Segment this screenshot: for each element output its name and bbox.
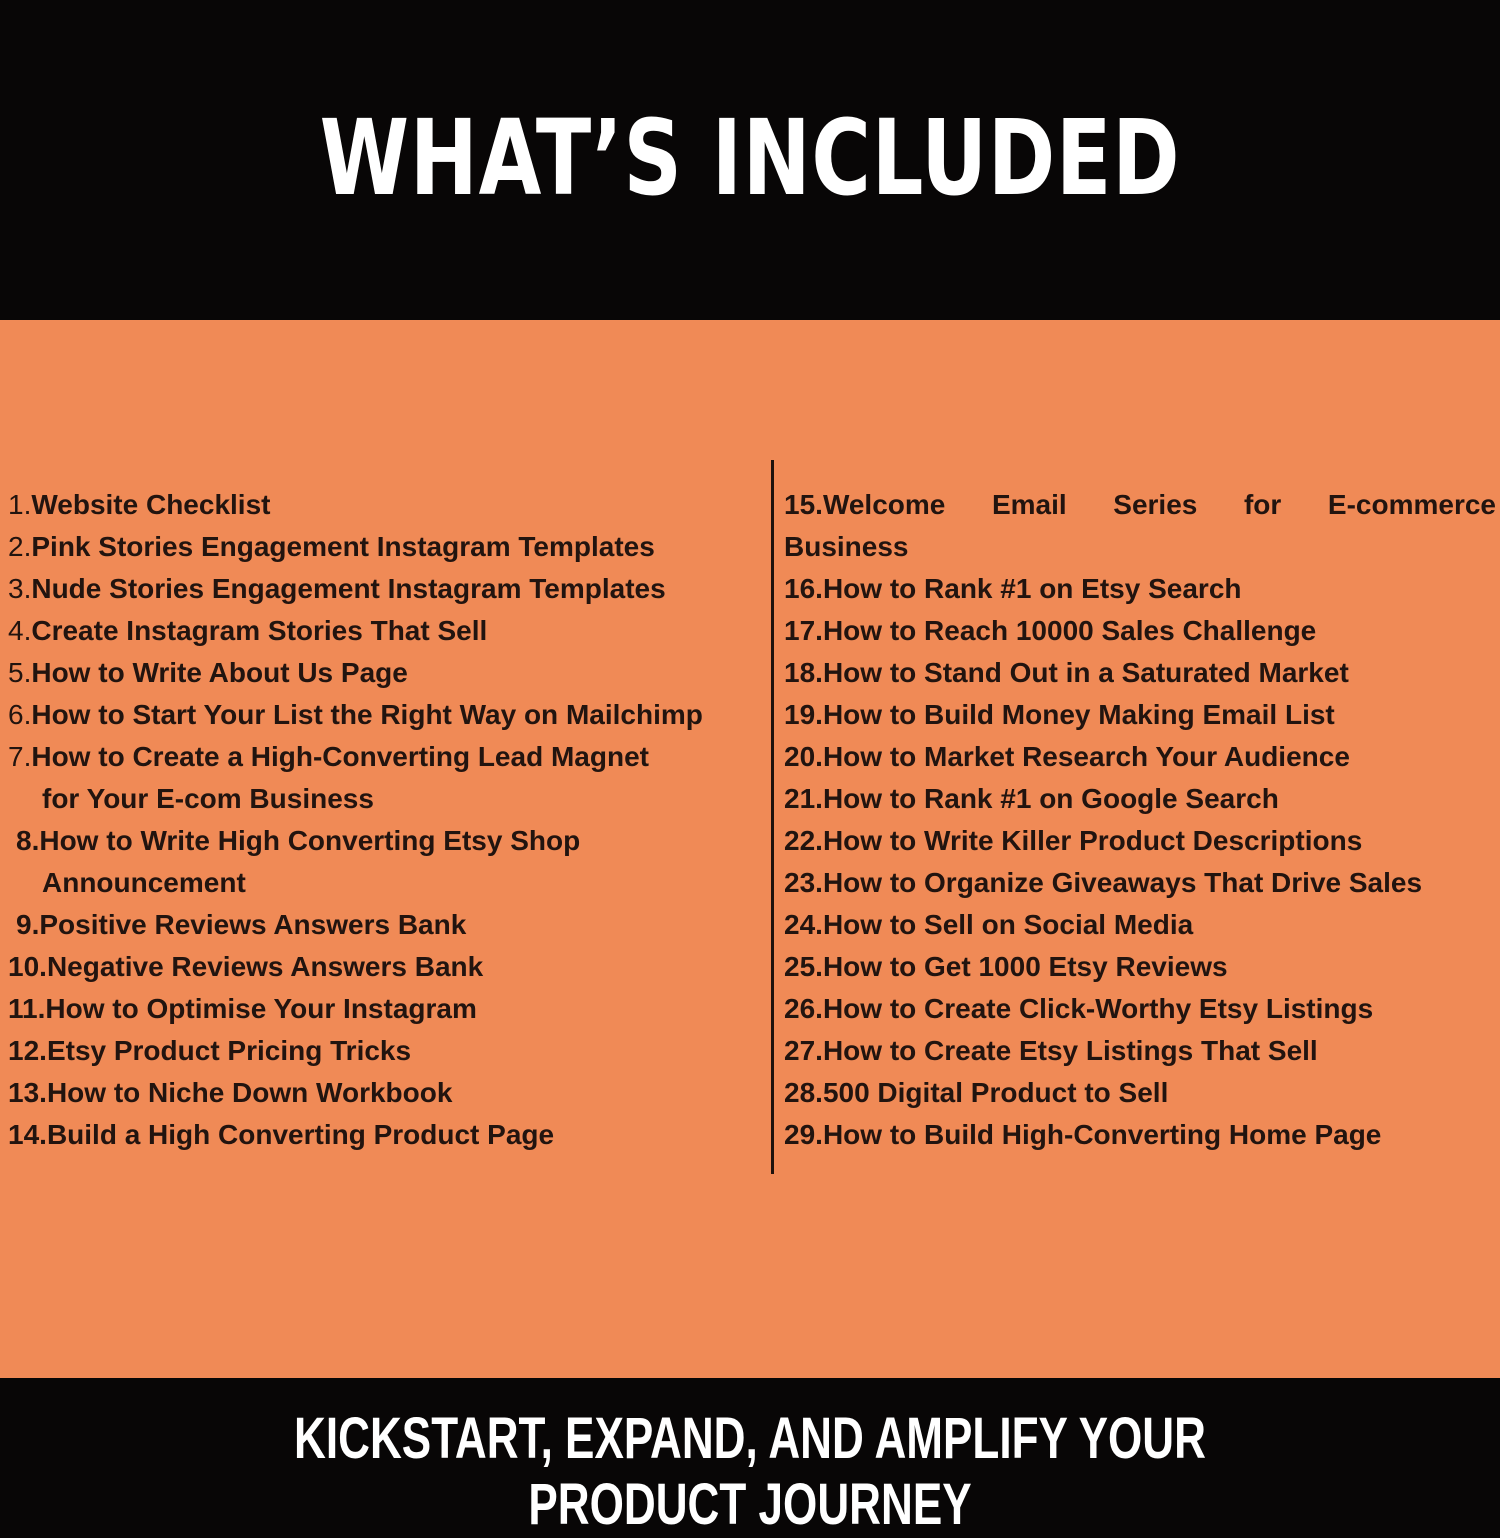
page-title: WHAT’S INCLUDED [319,97,1181,219]
list-item-text: How to Sell on Social Media [822,909,1194,940]
list-item [784,694,1335,736]
list-item [784,736,1350,778]
list-item-number: 2. [8,531,32,562]
list-item-text: How to Reach 10000 Sales Challenge [822,615,1317,646]
list-item [784,988,1373,1030]
list-item-text: Nude Stories Engagement Instagram Templates [31,573,666,604]
list-item-number: 4. [8,615,32,646]
list-item [8,568,666,610]
list-item-text: How to Build Money Making Email List [822,699,1335,730]
list-item-number: 24. [784,909,823,940]
list-item [784,778,1279,820]
list-item-text: 15.Welcome [784,489,946,520]
footer-tagline: KICKSTART, EXPAND, AND AMPLIFY YOUR PRODUCT JOURNEY [294,1406,1206,1537]
list-item [784,946,1228,988]
list-item [784,820,1362,862]
list-item-text: Website Checklist [31,489,271,520]
list-item [8,694,703,736]
list-item [16,904,466,946]
list-item-continuation: for Your E-com Business [42,783,374,814]
list-item-text: How to Rank #1 on Etsy Search [822,573,1242,604]
list-item [8,484,270,526]
list-item [8,1072,452,1114]
list-item-number: 1. [8,489,32,520]
list-item [8,988,477,1030]
list-item [8,1114,554,1156]
list-item [8,1030,411,1072]
list-item-number: 26. [784,993,823,1024]
list-item [16,820,580,862]
list-item [8,946,483,988]
list-item-number: 18. [784,657,823,688]
list-item [8,652,408,694]
list-item-text: How to Organize Giveaways That Drive Sales [822,867,1423,898]
list-item-number: 20. [784,741,823,772]
included-list-panel [0,320,1500,1378]
list-item-number: 17. [784,615,823,646]
list-item-text: How to Write About Us Page [31,657,408,688]
list-item-number: 16. [784,573,823,604]
list-item-number: 14. [8,1119,47,1150]
list-item-number: 10. [8,951,47,982]
list-item-text: How to Rank #1 on Google Search [822,783,1279,814]
list-item-text: How to Niche Down Workbook [46,1077,453,1108]
list-item-text: How to Write High Converting Etsy Shop [39,825,581,856]
list-item-number: 13. [8,1077,47,1108]
list-item-text: Positive Reviews Answers Bank [39,909,467,940]
list-item-text: How to Create a High-Converting Lead Magnet [31,741,649,772]
list-item-text: How to Stand Out in a Saturated Market [822,657,1349,688]
header-banner [0,0,1500,320]
list-item [784,568,1242,610]
list-item [784,1030,1318,1072]
list-item-number: 27. [784,1035,823,1066]
list-item-text: How to Write Killer Product Descriptions [822,825,1363,856]
list-item-number: 6. [8,699,32,730]
list-item [784,1114,1381,1156]
list-item [8,610,487,652]
list-item [784,1072,1168,1114]
list-item [784,610,1316,652]
list-item-number: 8. [16,825,40,856]
list-item-text: Negative Reviews Answers Bank [46,951,484,982]
list-item-number: 12. [8,1035,47,1066]
list-item-number: 23. [784,867,823,898]
list-item-continuation: Announcement [42,867,246,898]
list-item [8,526,655,568]
list-item-number: 5. [8,657,32,688]
list-item-text: How to Start Your List the Right Way on Mailchimp [31,699,703,730]
list-item-number: 7. [8,741,32,772]
list-item-text: Create Instagram Stories That Sell [31,615,488,646]
list-item-text: Etsy Product Pricing Tricks [46,1035,412,1066]
list-item-continuation: Business [784,531,909,562]
list-item-text: How to Build High-Converting Home Page [822,1119,1382,1150]
list-item-number: 29. [784,1119,823,1150]
list-item-number: 25. [784,951,823,982]
list-item-text: Build a High Converting Product Page [46,1119,555,1150]
list-item [784,652,1349,694]
list-item-number: 11. [8,993,46,1024]
footer-banner [0,1378,1500,1537]
list-item-text: How to Create Click-Worthy Etsy Listings [822,993,1374,1024]
list-item-number: 28. [784,1077,823,1108]
list-item-text: How to Market Research Your Audience [822,741,1350,772]
list-item-text: 500 Digital Product to Sell [822,1077,1169,1108]
list-item: 15.Welcome Email Series for E-commerce [784,484,1496,526]
list-item [784,904,1193,946]
list-item-number: 9. [16,909,40,940]
list-item-number: 3. [8,573,32,604]
list-item-number: 21. [784,783,823,814]
list-item-text: How to Optimise Your Instagram [45,993,477,1024]
list-item [8,736,649,778]
list-item-text: Pink Stories Engagement Instagram Templates [31,531,655,562]
list-item [784,862,1422,904]
list-item-text: How to Get 1000 Etsy Reviews [822,951,1228,982]
list-item-number: 22. [784,825,823,856]
list-item-text: How to Create Etsy Listings That Sell [822,1035,1318,1066]
list-item-number: 19. [784,699,823,730]
column-divider [771,460,774,1174]
